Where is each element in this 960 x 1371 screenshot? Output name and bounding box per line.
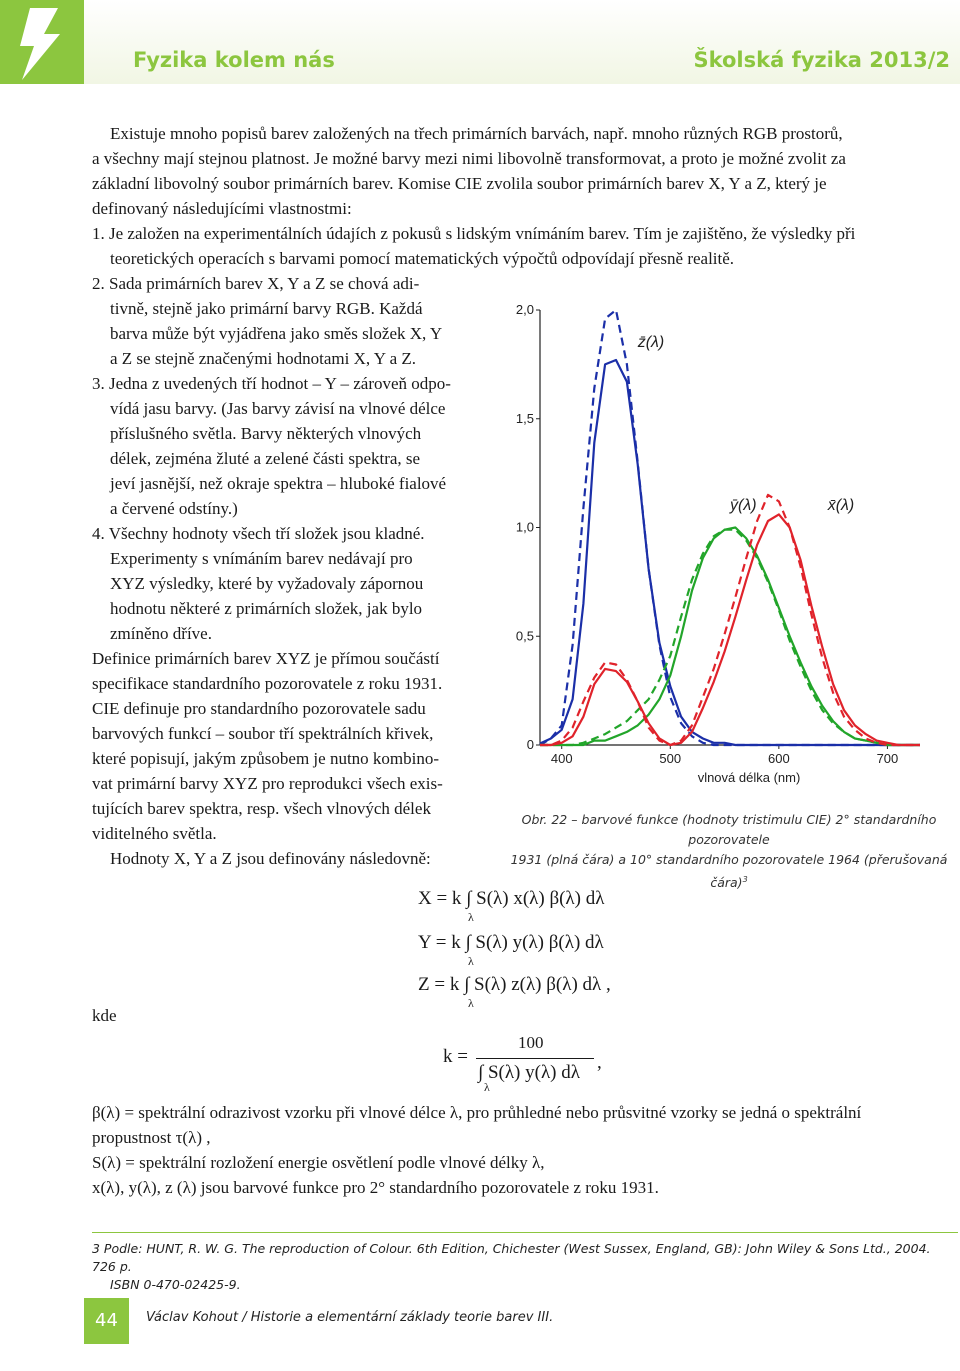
equation-k-numerator: 100	[518, 1033, 544, 1052]
fraction-bar	[476, 1058, 594, 1059]
text-line: základní libovolný soubor primárních barev. Komise CIE zvolila soubor primárních barev X, Y a Z, který je	[92, 174, 827, 193]
text-line: které popisují, jakým způsobem je nutno kombino-	[92, 749, 440, 768]
header-left: Fyzika kolem nás	[133, 48, 335, 72]
text-line: definovaný následujícími vlastnostmi:	[92, 199, 352, 218]
text-line: barvových funkcí – soubor tří spektrálních křivek,	[92, 724, 434, 743]
figure-caption	[500, 810, 958, 893]
caption-line	[500, 850, 958, 893]
text-line: Definice primárních barev XYZ je přímou součástí	[92, 649, 440, 668]
caption-sup: 3	[742, 875, 748, 884]
x-tick-label: 600	[768, 751, 790, 766]
text-line: β(λ) = spektrální odrazivost vzorku při vlnové délce λ, pro průhledné nebo průsvitné vzorky se jedná o spektrální	[92, 1103, 862, 1122]
footnote	[92, 1240, 958, 1294]
text-line: XYZ výsledky, které by vyžadovaly zápornou	[110, 574, 424, 593]
text-line: Experimenty s vnímáním barev nedávají pro	[110, 549, 413, 568]
footer-text: Václav Kohout / Historie a elementární základy teorie barev III.	[146, 1310, 554, 1325]
text-line: S(λ) = spektrální rozložení energie osvětlení podle vlnové délky λ,	[92, 1153, 545, 1172]
text-line: a všechny mají stejnou platnost. Je možné barvy mezi nimi libovolně transformovat, a proto je možné zvolit za	[92, 149, 846, 168]
kde-label: kde	[92, 1006, 117, 1025]
text-line: specifikace standardního pozorovatele z roku 1931.	[92, 674, 443, 693]
caption-text: 1931 (plná čára) a 10° standardního pozorovatele 1964 (přerušovaná čára)	[510, 852, 948, 891]
equation-z: Z = k ∫ S(λ) z(λ) β(λ) dλ ,	[418, 974, 611, 995]
text-line: CIE definuje pro standardního pozorovatele sadu	[92, 699, 426, 718]
equation-y: Y = k ∫ S(λ) y(λ) β(λ) dλ	[418, 932, 604, 953]
y-tick-label: 0,5	[515, 628, 534, 644]
equation-k-sub: λ	[484, 1080, 490, 1094]
cie-chart	[500, 300, 960, 800]
text-line: hodnotu některé z primárních složek, jak bylo	[110, 599, 423, 618]
equation-k-lhs: k =	[443, 1046, 468, 1067]
text-line: vídá jasu barvy. (Jas barvy závisí na vlnové délce	[110, 399, 446, 418]
text-line: jeví jasnější, než okraje spektra – hluboké fialové	[110, 474, 447, 493]
text-line: Hodnoty X, Y a Z jsou definovány následovně:	[110, 849, 431, 868]
y-tick-label: 0	[526, 737, 534, 752]
page-number: 44	[84, 1298, 129, 1344]
item-1	[92, 221, 958, 271]
equation-y-sub: λ	[468, 954, 474, 968]
y-tick-label: 1,5	[515, 410, 534, 426]
series-line	[540, 495, 920, 745]
text-line: zmíněno dříve.	[110, 624, 212, 643]
caption-line: Obr. 22 – barvové funkce (hodnoty tristimulu CIE) 2° standardního pozorovatele	[521, 812, 937, 847]
footnote-divider	[92, 1232, 958, 1233]
curve-label: z̄(λ)	[637, 333, 665, 351]
text-line: příslušného světla. Barvy některých vlnových	[110, 424, 422, 443]
text-line: tujících barev spektra, resp. všech vlnových délek	[92, 799, 431, 818]
text-line: 2. Sada primárních barev X, Y a Z se chová adi-	[92, 274, 420, 293]
text-line: 1. Je založen na experimentálních údajích z pokusů s lidským vnímáním barev. Tím je zajištěno, že výsledky při	[92, 224, 856, 243]
text-line: a červené odstíny.)	[110, 499, 238, 518]
curve-label: x̄(λ)	[827, 497, 855, 515]
text-line: tivně, stejně jako primární barvy RGB. Každá	[110, 299, 423, 318]
left-column	[92, 271, 492, 871]
text-line: vat primární barvy XYZ pro reprodukci všech exis-	[92, 774, 443, 793]
text-line: 3. Jedna z uvedených tří hodnot – Y – zároveň odpo-	[92, 374, 451, 393]
text-line: x(λ), y(λ), z (λ) jsou barvové funkce pro 2° standardního pozorovatele z roku 1931.	[92, 1178, 659, 1197]
equation-x-sub: λ	[468, 910, 474, 924]
x-tick-label: 400	[550, 751, 573, 766]
x-tick-label: 700	[876, 751, 899, 766]
lightning-icon	[0, 0, 84, 84]
series-line	[540, 514, 920, 745]
intro-paragraph	[92, 121, 958, 221]
footnote-line: ISBN 0-470-02425-9.	[110, 1277, 241, 1292]
equation-k-comma: ,	[597, 1052, 602, 1073]
definitions	[92, 1100, 958, 1200]
text-line: délek, zejména žluté a zelené části spektra, se	[110, 449, 421, 468]
text-line: viditelného světla.	[92, 824, 217, 843]
text-line: Existuje mnoho popisů barev založených na třech primárních barvách, např. mnoho různých RGB prostorů,	[110, 124, 843, 143]
text-line: a Z se stejně značenými hodnotami X, Y a Z.	[110, 349, 417, 368]
x-axis-label: vlnová délka (nm)	[697, 770, 801, 785]
logo	[0, 0, 84, 84]
text-line: barva může být vyjádřena jako směs složek X, Y	[110, 324, 443, 343]
equation-k-denominator: ∫ S(λ) y(λ) dλ	[478, 1062, 580, 1083]
x-tick-label: 500	[659, 751, 682, 766]
text-line: teoretických operacích s barvami pomocí matematických výpočtů odpovídají přesně realitě.	[110, 249, 735, 268]
text-line: propustnost τ(λ) ,	[92, 1128, 211, 1147]
equation-z-sub: λ	[468, 996, 474, 1010]
footnote-line: 3 Podle: HUNT, R. W. G. The reproduction of Colour. 6th Edition, Chichester (West Sussex, England, GB): John Wiley & Sons Ltd., 2004. 726 p.	[92, 1241, 931, 1274]
y-tick-label: 1,0	[515, 519, 534, 535]
series-line	[540, 360, 920, 745]
curve-label: ȳ(λ)	[730, 497, 757, 515]
y-tick-label: 2,0	[515, 302, 534, 317]
equation-x: X = k ∫ S(λ) x(λ) β(λ) dλ	[418, 888, 605, 909]
text-line: 4. Všechny hodnoty všech tří složek jsou kladné.	[92, 524, 425, 543]
header-right: Školská fyzika 2013/2	[693, 48, 950, 72]
